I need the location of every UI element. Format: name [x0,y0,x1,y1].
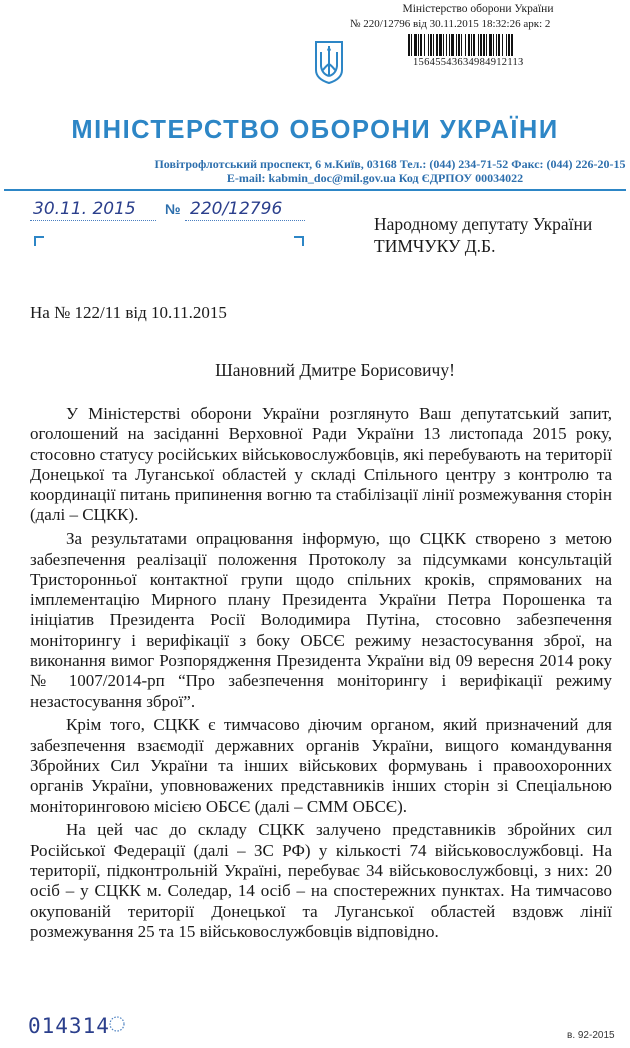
body-paragraph: На цей час до складу СЦКК залучено представників збройних сил Російської Федерації (далі – ЗС РФ) у кількості 74 військовослужбовці. На території, підконтрольній Україні, перебуває 34 військовослужбовці, з них: 20 осіб – у СЦКК м. Соледар, 14 осіб – на спостережних пунктах. На тимчасово окупованій території Донецької та Луганської областей вздовж лінії розмежування 25 та 15 військовослужбовців відповідно. [30,820,612,941]
recipient-name: ТИМЧУКУ Д.Б. [374,236,496,256]
barcode-number: 1564554363498491211З [413,57,524,68]
reference-line: На № 122/11 від 10.11.2015 [30,303,227,322]
address-corner-right [294,236,304,246]
date-underline [30,220,156,221]
barcode [408,34,626,56]
barcode-bar [511,34,513,56]
number-underline [185,220,305,221]
letterhead-address: Повітрофлотський проспект, 6 м.Київ, 03168 Тел.: (044) 234-71-52 Факс: (044) 226-20-15 [154,157,626,171]
address-corner-left [34,236,44,246]
registration-stamp-number: № 220/12796 від 30.11.2015 18:32:26 арк: 2 [350,18,551,30]
serial-number: 014314 [28,1014,110,1038]
body-paragraph: У Міністерстві оборони України розглянуто Ваш депутатський запит, оголошений на засіданні Верховної Ради України 13 листопада 2015 року, стосовно статусу російських військовослужбовців, які перебувають на території Донецької та Луганської областей у складі Спільного центру з контролю та координації питань припинення вогню та стабілізації лінії розмежування сторін (далі – СЦКК). [30,404,612,525]
salutation: Шановний Дмитре Борисовичу! [215,360,455,380]
letter-body [30,404,612,946]
letterhead-divider [4,189,626,191]
body-paragraph: За результатами опрацювання інформую, що СЦКК створено з метою забезпечення реалізації положення Протоколу за підсумками консультацій Тристоронньої контактної групи щодо спільних кроків, спрямованих на імплементацію Мирного плану Президента України Петра Порошенка та ініціатив Президента Росії Володимира Путіна, стосовно забезпечення моніторингу і верифікації з боку ОБСЄ режиму незастосування зброї, на виконання вимог Розпорядження Президента України від 09 вересня 2014 року № 1007/2014-рп “Про забезпечення моніторингу і верифікації режиму незастосування зброї”. [30,529,612,711]
seal-mark-icon [108,1015,126,1033]
number-mark: № [165,201,181,217]
registration-stamp-ministry: Міністерство оборони України [402,3,554,15]
recipient-block [374,213,592,257]
ministry-title: МІНІСТЕРСТВО ОБОРОНИ УКРАЇНИ [71,116,559,144]
body-paragraph: Крім того, СЦКК є тимчасово діючим органом, який призначений для забезпечення взаємодії державних органів України, вищого командування Збройних Сил України та інших військових формувань і правоохоронних органів України, уповноважених представників інших сторін зі Спеціальною моніторинговою місією ОБСЄ (далі – СММ ОБСЄ). [30,715,612,816]
form-code: в. 92-2015 [567,1030,615,1041]
outgoing-number: 220/12796 [190,199,283,219]
coat-of-arms-icon [314,40,344,84]
recipient-title: Народному депутату України [374,214,593,234]
outgoing-date: 30.11. 2015 [33,199,136,219]
letterhead-email: E-mail: kabmin_doc@mil.gov.ua Код ЄДРПОУ 00034022 [226,171,524,185]
